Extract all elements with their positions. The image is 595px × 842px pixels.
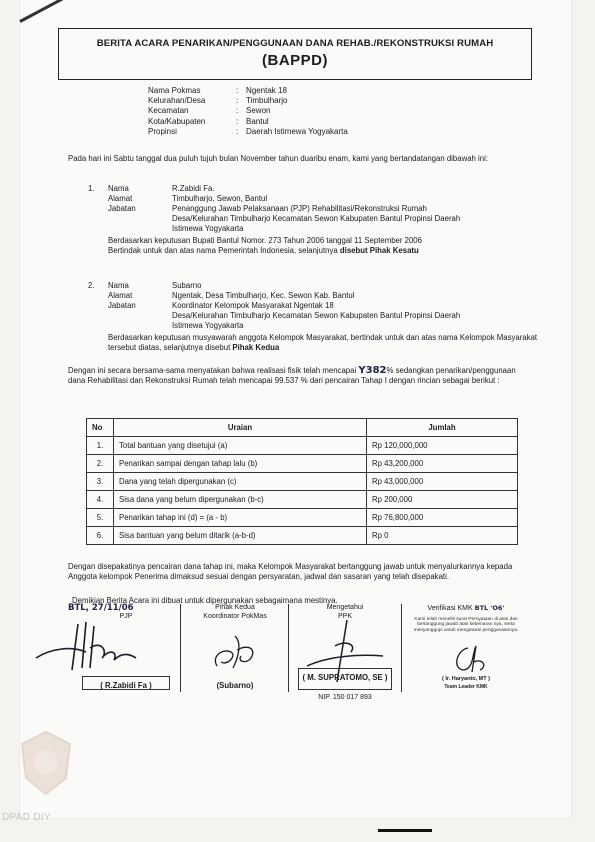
party-label: Jabatan — [108, 301, 136, 310]
row-jumlah: Rp 200,000 — [367, 491, 518, 509]
signature-name: (Subarno) — [216, 680, 254, 690]
row-no: 2. — [87, 455, 114, 473]
identity-label: Kelurahan/Desa — [148, 96, 206, 106]
party-position: Koordinator Kelompok Masyarakat Ngentak 18 — [172, 301, 334, 310]
party-acting: Bertindak untuk dan atas nama Pemerintah Indonesia, selanjutnya — [108, 246, 338, 255]
table-header-row — [87, 419, 518, 437]
row-no: 6. — [87, 527, 114, 545]
party-label: Alamat — [108, 291, 133, 300]
row-no: 1. — [87, 437, 114, 455]
handwritten-date: BTL, 27/11/06 — [68, 603, 134, 613]
table-row — [87, 491, 518, 509]
signature-title: Verifikasi KMK — [427, 605, 473, 612]
identity-label: Propinsi — [148, 126, 177, 136]
signature-title: Mengetahui — [326, 604, 364, 611]
statement-post: % sedangkan penarikan/penggunaan dana Rehabilitasi dan Rekonstruksi Rumah telah mencapai 99.537 % dari pencairan Tahap I dengan rincian sebagai berikut : — [68, 366, 516, 386]
signature-verifikasi — [400, 604, 532, 692]
signature-role: PPK — [337, 612, 352, 620]
party-position-line: Istimewa Yogyakarta — [172, 224, 244, 233]
row-uraian: Penarikan sampai dengan tahap lalu (b) — [114, 455, 367, 473]
identity-row: Nama Pokmas : Ngentak 18 — [148, 86, 287, 95]
handwritten-signature-2 — [207, 626, 267, 674]
intro-paragraph: Pada hari ini Sabtu tanggal dua puluh tujuh bulan November tahun duaribu enam, kami yang bertandatangan dibawah ini: — [68, 154, 489, 163]
title-box — [58, 28, 532, 80]
signature-nip: NIP. 150 017 893 — [318, 693, 372, 701]
handwritten-percentage: Y382 — [358, 365, 387, 376]
row-uraian: Sisa dana yang belum dipergunakan (b-c) — [114, 491, 367, 509]
identity-row: Propinsi : Daerah Istimewa Yogyakarta — [148, 126, 348, 136]
row-uraian: Total bantuan yang disetujui (a) — [114, 437, 367, 455]
party-address: Ngentak, Desa Timbulharjo, Kec. Sewon Kab. Bantul — [172, 291, 355, 300]
row-jumlah: Rp 43,000,000 — [367, 473, 518, 491]
identity-row: Kecamatan : Sewon — [148, 106, 271, 116]
party-position-line: Desa/Kelurahan Timbulharjo Kecamatan Sewon Kabupaten Bantul Propinsi Daerah — [172, 311, 461, 320]
signature-name: ( Ir. Haryanto, MT ) — [442, 675, 490, 682]
handwritten-signature-1 — [32, 618, 140, 674]
party-role-bold: disebut Pihak Kesatu — [339, 246, 419, 255]
identity-value: Ngentak 18 — [246, 86, 287, 95]
scan-mark — [378, 829, 432, 832]
party-position-line: Desa/Kelurahan Timbulharjo Kecamatan Sewon Kabupaten Bantul Propinsi Daerah — [172, 214, 461, 223]
identity-label: Nama Pokmas — [148, 86, 201, 95]
party-name: Subarno — [172, 281, 202, 290]
party-number: 2. — [88, 281, 95, 290]
signature-role: Team Leader KMK — [444, 683, 488, 690]
party-label: Nama — [108, 281, 129, 290]
identity-value: Bantul — [246, 116, 269, 126]
row-no: 3. — [87, 473, 114, 491]
header-no: No — [87, 419, 114, 437]
table-row — [87, 509, 518, 527]
document-subtitle: (BAPPD) — [262, 52, 328, 69]
rincian-table — [86, 418, 518, 545]
seal-emblem — [16, 728, 76, 798]
row-jumlah: Rp 0 — [367, 527, 518, 545]
table-row — [87, 473, 518, 491]
closing-paragraph: Dengan disepakatinya pencairan dana tahap ini, maka Kelompok Masyarakat bertanggung jawab untuk menyalurkannya kepada Anggota kelompok Penerima dimaksud sesuai dengan persyaratan, jadwal dan sasaran yang telah disepakati. — [68, 562, 513, 582]
identity-row: Kelurahan/Desa : Timbulharjo — [148, 96, 288, 106]
document-title: BERITA ACARA PENARIKAN/PENGGUNAAN DANA REHAB./REKONSTRUKSI RUMAH — [96, 38, 494, 49]
table-row — [87, 527, 518, 545]
identity-value: Timbulharjo — [246, 96, 288, 106]
row-jumlah: Rp 120,000,000 — [367, 437, 518, 455]
handwritten-note: BTL 'O6' — [474, 604, 505, 612]
party-address: Timbulharjo, Sewon, Bantul — [172, 194, 268, 203]
party-2 — [88, 281, 542, 353]
row-no: 4. — [87, 491, 114, 509]
party-1 — [88, 184, 542, 256]
signature-name: ( R.Zabidi Fa ) — [100, 680, 152, 690]
row-uraian: Dana yang telah dipergunakan (c) — [114, 473, 367, 491]
party-label: Nama — [108, 184, 129, 193]
statement-pre: Dengan ini secara bersama-sama menyatakan bahwa realisasi fisik telah mencapai — [68, 366, 357, 375]
header-uraian: Uraian — [114, 419, 367, 437]
identity-value: Daerah Istimewa Yogyakarta — [246, 126, 348, 136]
row-uraian: Penarikan tahap ini (d) = (a - b) — [114, 509, 367, 527]
identity-value: Sewon — [246, 106, 271, 116]
watermark: DPAD DIY — [2, 812, 51, 823]
party-name: R.Zabidi Fa. — [172, 184, 215, 193]
signature-role: Koordinator PokMas — [203, 612, 267, 620]
signature-role: PJP — [119, 612, 133, 620]
row-jumlah: Rp 76,800,000 — [367, 509, 518, 527]
name-box — [82, 676, 170, 690]
verification-note: Kami telah meneliti surat Pernyataan di atas dan bertanggung jawab atas kebenaran nya, serta menyanggupi untuk mengawasi penggunaannya. — [413, 616, 519, 633]
identity-label: Kota/Kabupaten — [148, 116, 206, 126]
header-jumlah: Jumlah — [367, 419, 518, 437]
dibuat-paragraph: Demikian Berita Acara ini dibuat untuk dipergunakan sebagaimana mestinya. — [72, 596, 338, 605]
party-role-bold: Pihak Kedua — [232, 343, 280, 352]
party-basis: Berdasarkan keputusan musyawarah anggota Kelompok Masyarakat, bertindak untuk dan atas nama Kelompok Masyarakat tersebut diatas, selanjutnya disebut — [108, 333, 538, 352]
row-uraian: Sisa bantuan yang belum ditarik (a-b-d) — [114, 527, 367, 545]
identity-row: Kota/Kabupaten : Bantul — [148, 116, 269, 126]
name-box — [298, 668, 392, 690]
signature-title: Pihak Kedua — [215, 604, 255, 611]
table-row — [87, 455, 518, 473]
row-no: 5. — [87, 509, 114, 527]
party-label: Alamat — [108, 194, 133, 203]
identity-label: Kecamatan — [148, 106, 189, 116]
signature-name: ( M. SUPRATOMO, SE ) — [302, 672, 388, 682]
party-basis: Berdasarkan keputusan Bupati Bantul Nomor. 273 Tahun 2006 tanggal 11 September 2006 — [108, 236, 422, 245]
table-row — [87, 437, 518, 455]
row-jumlah: Rp 43,200,000 — [367, 455, 518, 473]
signature-pihak-kedua — [180, 604, 289, 692]
identity-block — [148, 86, 348, 137]
party-position: Penanggung Jawab Pelaksanaan (PJP) Rehabilitasi/Rekonstruksi Rumah — [172, 204, 427, 213]
party-number: 1. — [88, 184, 95, 193]
statement-paragraph — [68, 366, 528, 386]
party-position-line: Istimewa Yogyakarta — [172, 321, 244, 330]
party-label: Jabatan — [108, 204, 136, 213]
